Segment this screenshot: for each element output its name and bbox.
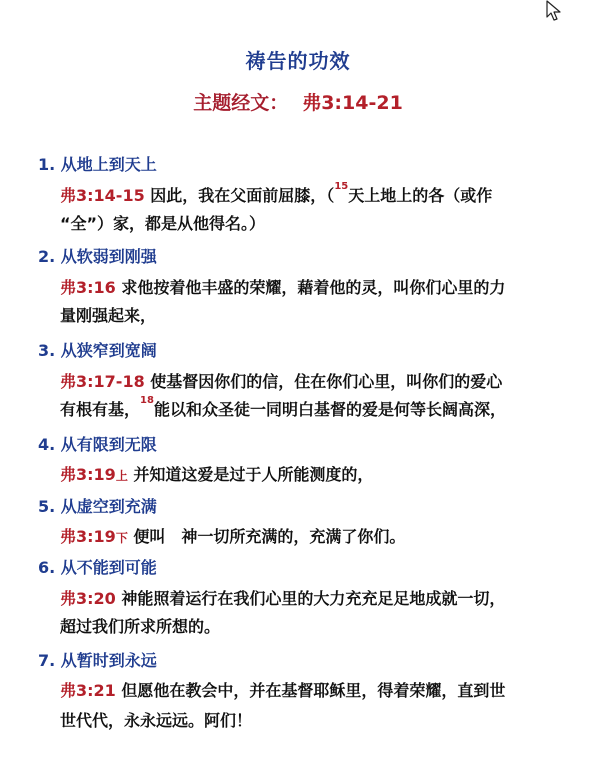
verse-line: 超过我们所求所想的。 — [60, 617, 221, 636]
verse-number: 18 — [140, 395, 154, 406]
section-heading: 7. 从暂时到永远 — [38, 651, 157, 670]
theme-scripture-reference: 弗3:14-21 — [302, 92, 403, 114]
verse-text: 因此，我在父面前屈膝，（ — [150, 186, 335, 205]
section-heading: 2. 从软弱到刚强 — [38, 247, 157, 266]
verse-line — [60, 369, 502, 392]
verse-line — [60, 397, 506, 420]
verse-line — [60, 678, 505, 701]
verse-line: “全”）家，都是从他得名。） — [60, 214, 266, 233]
verse-text: 但愿他在教会中，并在基督耶稣里，得着荣耀，直到世 — [121, 681, 506, 700]
verse-text: 有根有基， — [60, 400, 141, 419]
verse-reference: 弗3:19 — [60, 465, 116, 484]
section-heading: 3. 从狭窄到宽阔 — [38, 341, 157, 360]
section-heading: 5. 从虚空到充满 — [38, 497, 157, 516]
section-heading: 6. 从不能到可能 — [38, 558, 157, 577]
verse-line — [60, 462, 373, 485]
verse-line — [60, 586, 505, 609]
verse-text: 并知道这爱是过于人所能测度的， — [133, 465, 374, 484]
verse-reference-suffix: 上 — [115, 469, 128, 483]
verse-reference: 弗3:19 — [60, 527, 116, 546]
verse-text: 便叫 神一切所充满的，充满了你们。 — [133, 527, 406, 546]
verse-line — [60, 183, 492, 206]
mouse-cursor-icon — [546, 0, 562, 22]
verse-reference-suffix: 下 — [115, 531, 128, 545]
section-heading: 4. 从有限到无限 — [38, 435, 157, 454]
verse-line — [60, 524, 405, 547]
verse-line: 量刚强起来， — [60, 306, 157, 325]
verse-reference: 弗3:16 — [60, 278, 116, 297]
verse-line: 世代代，永永远远。阿们！ — [60, 711, 253, 730]
section-heading: 1. 从地上到天上 — [38, 155, 157, 174]
verse-line — [60, 275, 505, 298]
verse-text: 神能照着运行在我们心里的大力充充足足地成就一切， — [121, 589, 506, 608]
verse-text: 求他按着他丰盛的荣耀，藉着他的灵，叫你们心里的力 — [121, 278, 506, 297]
page-title: 祷告的功效 — [245, 49, 351, 73]
verse-reference: 弗3:17-18 — [60, 372, 145, 391]
verse-reference: 弗3:14-15 — [60, 186, 145, 205]
verse-number: 15 — [334, 181, 349, 192]
verse-text: 能以和众圣徒一同明白基督的爱是何等长阔高深， — [153, 400, 506, 419]
theme-scripture-label: 主题经文： — [193, 92, 289, 114]
verse-reference: 弗3:20 — [60, 589, 116, 608]
verse-text: 使基督因你们的信，住在你们心里，叫你们的爱心 — [150, 372, 503, 391]
verse-text: 天上地上的各（或作 — [348, 186, 493, 205]
verse-reference: 弗3:21 — [60, 681, 116, 700]
theme-scripture — [0, 88, 596, 115]
